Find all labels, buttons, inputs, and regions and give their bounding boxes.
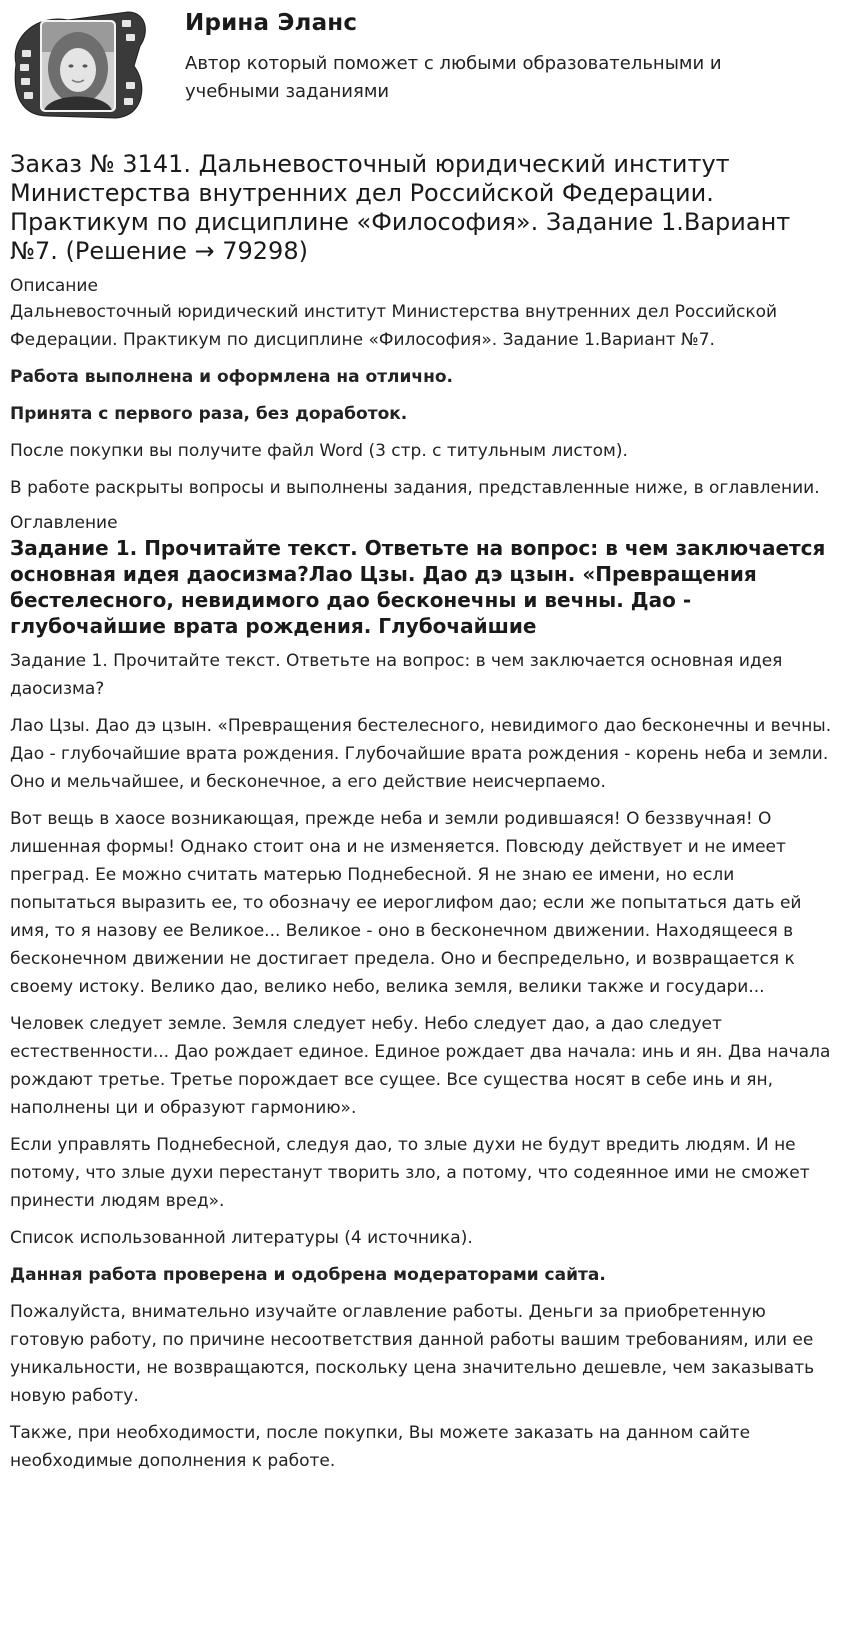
moderation-note: Данная работа проверена и одобрена модераторами сайта. [10,1265,606,1285]
addons-note: Также, при необходимости, после покупки, Вы можете заказать на данном сайте необходимые дополнения к работе. [10,1423,751,1471]
author-description: Автор который поможет с любыми образовательными и учебными заданиями [185,53,722,102]
toc-heading: Задание 1. Прочитайте текст. Ответьте на вопрос: в чем заключается основная идея даосизма?Лао Цзы. Дао дэ цзын. «Превращения бестелесного, невидимого дао бесконечны и вечны. Дао - глубочайшие врата рождения. Глубочайшие [10,536,826,638]
file-info: После покупки вы получите файл Word (3 стр. с титульным листом). [10,441,628,461]
order-content [10,150,842,1484]
accepted-note: Принята с первого раза, без доработок. [10,404,408,424]
quality-note: Работа выполнена и оформлена на отлично. [10,367,453,387]
toc-paragraph: Человек следует земле. Земля следует небу. Небо следует дао, а дао следует естественности... Дао рождает единое. Единое рождает два начала: инь и ян. Два начала рождают третье. Третье порождает все сущее. Все существа носят в себе инь и ян, наполнены ци и образуют гармонию». [10,1014,831,1118]
toc-label: Оглавление [10,513,118,533]
description-text: Дальневосточный юридический институт Министерства внутренних дел Российской Федерации. Практикум по дисциплине «Философия». Задание 1.Вариант №7. [10,302,778,350]
author-avatar [8,6,150,126]
toc-paragraph: Если управлять Поднебесной, следуя дао, то злые духи не будут вредить людям. И не потому, что злые духи перестанут творить зло, а потому, что содеянное ими не сможет принести людям вред». [10,1135,810,1211]
author-card [0,0,847,132]
order-title: Заказ № 3141. Дальневосточный юридический институт Министерства внутренних дел Российской Федерации. Практикум по дисциплине «Философия». Задание 1.Вариант №7. (Решение → 79298) [10,150,791,265]
toc-paragraph: Вот вещь в хаосе возникающая, прежде неба и земли родившаяся! О беззвучная! О лишенная формы! Однако стоит она и не изменяется. Повсюду действует и не имеет преград. Ее можно считать матерью Поднебесной. Я не знаю ее имени, но если попытаться выразить ее, то обозначу ее иероглифом дао; если же попытаться дать ей имя, то я назову ее Великое... Великое - оно в бесконечном движении. Находящееся в бесконечном движении не достигает предела. Оно и беспредельно, и возвращается к своему истоку. Велико дао, велико небо, велика земля, велики также и государи... [10,809,802,997]
description-label: Описание [10,276,98,296]
author-name[interactable]: Ирина Эланс [185,10,358,36]
contents-note: В работе раскрыты вопросы и выполнены задания, представленные ниже, в оглавлении. [10,478,820,498]
toc-paragraph: Лао Цзы. Дао дэ цзын. «Превращения бестелесного, невидимого дао бесконечны и вечны. Дао - глубочайшие врата рождения. Глубочайшие врата рождения - корень неба и земли. Оно и мельчайшее, и бесконечное, а его действие неисчерпаемо. [10,716,832,792]
refund-warning: Пожалуйста, внимательно изучайте оглавление работы. Деньги за приобретенную готовую работу, по причине несоответствия данной работы вашим требованиям, или ее уникальности, не возвращаются, поскольку цена значительно дешевле, чем заказывать новую работу. [10,1302,815,1406]
toc-paragraph: Задание 1. Прочитайте текст. Ответьте на вопрос: в чем заключается основная идея даосизма? [10,651,783,699]
bibliography-note: Список использованной литературы (4 источника). [10,1228,473,1248]
